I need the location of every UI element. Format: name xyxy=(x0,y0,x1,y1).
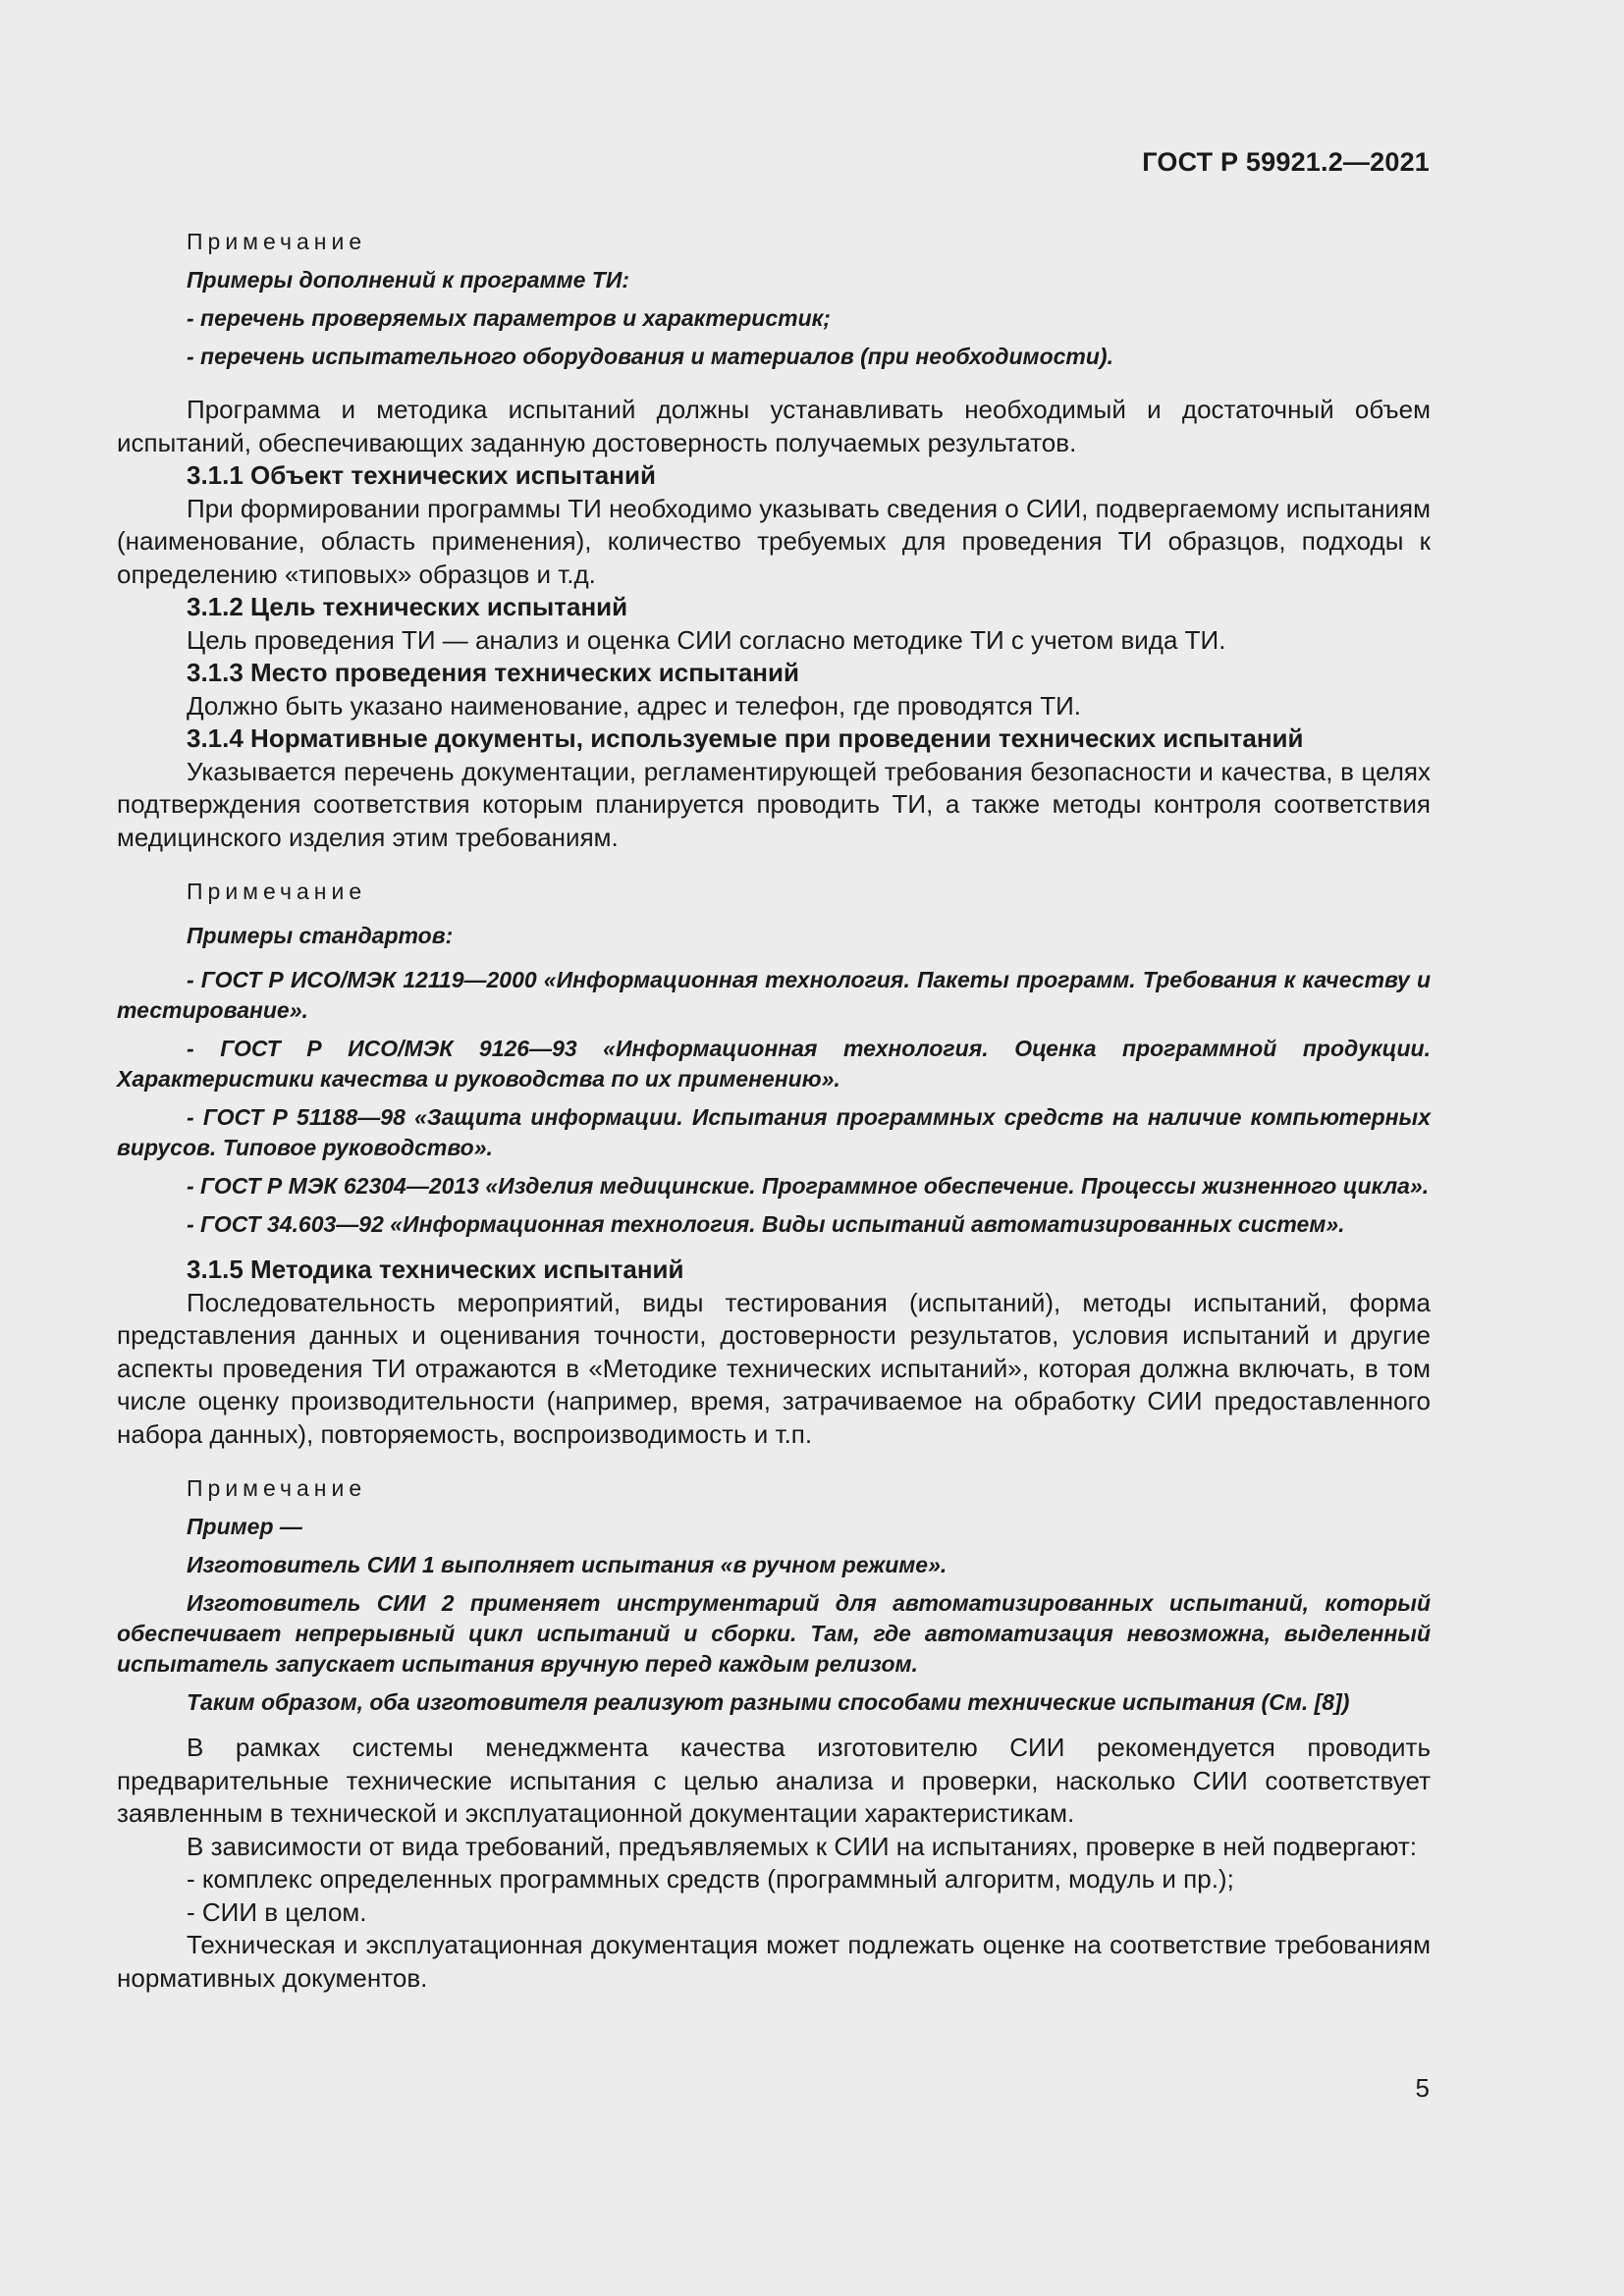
section-heading-3-1-5: 3.1.5 Методика технических испытаний xyxy=(187,1255,684,1284)
section-heading-3-1-1: 3.1.1 Объект технических испытаний xyxy=(187,460,656,490)
note-text: - перечень проверяемых параметров и характеристик; xyxy=(187,305,831,331)
note-label: Примечание xyxy=(187,879,367,904)
page-number: 5 xyxy=(1415,2073,1430,2103)
note-text: Примеры дополнений к программе ТИ: xyxy=(187,267,630,293)
paragraph: В рамках системы менеджмента качества изготовителю СИИ рекомендуется проводить предварительные технические испытания с целью анализа и проверки, насколько СИИ соответствует заявленным в технической и эксплуатационной документации характеристикам. xyxy=(117,1733,1431,1828)
list-item: - СИИ в целом. xyxy=(187,1896,367,1927)
note-text: Изготовитель СИИ 2 применяет инструментарий для автоматизированных испытаний, который обеспечивает непрерывный цикл испытаний и сборки. Там, где автоматизация невозможна, выделенный испытатель запускает испытания вручную перед каждым релизом. xyxy=(117,1590,1431,1677)
paragraph: Указывается перечень документации, регламентирующей требования безопасности и качества, в целях подтверждения соответствия которым планируется проводить ТИ, а также методы контроля соответствия медицинского изделия этим требованиям. xyxy=(117,756,1431,852)
note-text: Примеры стандартов: xyxy=(187,923,454,948)
paragraph: Последовательность мероприятий, виды тестирования (испытаний), методы испытаний, форма представления данных и оценивания точности, достоверности результатов, условия испытаний и другие аспекты проведения ТИ отражаются в «Методике технических испытаний», которая должна включать, в том числе оценку производительности (например, время, затрачиваемое на обработку СИИ предоставленного набора данных), повторяемость, воспроизводимость и т.п. xyxy=(117,1287,1431,1449)
list-item: - комплекс определенных программных средств (программный алгоритм, модуль и пр.); xyxy=(187,1864,1234,1894)
note-standard-item: - ГОСТ Р ИСО/МЭК 12119—2000 «Информационная технология. Пакеты программ. Требования к качеству и тестирование». xyxy=(117,967,1431,1023)
paragraph: В зависимости от вида требований, предъявляемых к СИИ на испытаниях, проверке в ней подвергают: xyxy=(187,1831,1417,1861)
paragraph: Должно быть указано наименование, адрес и телефон, где проводятся ТИ. xyxy=(187,690,1082,721)
paragraph: Техническая и эксплуатационная документация может подлежать оценке на соответствие требованиям нормативных документов. xyxy=(117,1930,1431,1993)
document-header: ГОСТ Р 59921.2—2021 xyxy=(1142,147,1430,177)
note-standard-item: - ГОСТ 34.603—92 «Информационная технология. Виды испытаний автоматизированных систем». xyxy=(187,1211,1345,1237)
section-heading-3-1-2: 3.1.2 Цель технических испытаний xyxy=(187,592,628,621)
paragraph: Цель проведения ТИ — анализ и оценка СИИ согласно методике ТИ с учетом вида ТИ. xyxy=(187,624,1226,655)
page-body xyxy=(117,226,1431,1995)
paragraph: Программа и методика испытаний должны устанавливать необходимый и достаточный объем испытаний, обеспечивающих заданную достоверность получаемых результатов. xyxy=(117,395,1431,457)
note-label: Примечание xyxy=(187,1475,367,1501)
note-standard-item: - ГОСТ Р 51188—98 «Защита информации. Испытания программных средств на наличие компьютерных вирусов. Типовое руководство». xyxy=(117,1104,1431,1160)
note-text: - перечень испытательного оборудования и материалов (при необходимости). xyxy=(187,344,1113,369)
section-heading-3-1-3: 3.1.3 Место проведения технических испытаний xyxy=(187,658,799,687)
section-heading-3-1-4: 3.1.4 Нормативные документы, используемые при проведении технических испытаний xyxy=(187,723,1304,753)
note-text: Пример — xyxy=(187,1514,302,1539)
note-label: Примечание xyxy=(187,229,367,254)
note-standard-item: - ГОСТ Р МЭК 62304—2013 «Изделия медицинские. Программное обеспечение. Процессы жизненного цикла». xyxy=(187,1173,1430,1199)
note-standard-item: - ГОСТ Р ИСО/МЭК 9126—93 «Информационная технология. Оценка программной продукции. Характеристики качества и руководства по их применению». xyxy=(117,1036,1431,1092)
paragraph: При формировании программы ТИ необходимо указывать сведения о СИИ, подвергаемому испытаниям (наименование, область применения), количество требуемых для проведения ТИ образцов, подходы к определению «типовых» образцов и т.д. xyxy=(117,493,1431,589)
note-text: Изготовитель СИИ 1 выполняет испытания «в ручном режиме». xyxy=(187,1552,947,1577)
note-text: Таким образом, оба изготовителя реализуют разными способами технические испытания (См. [8]) xyxy=(187,1689,1350,1715)
